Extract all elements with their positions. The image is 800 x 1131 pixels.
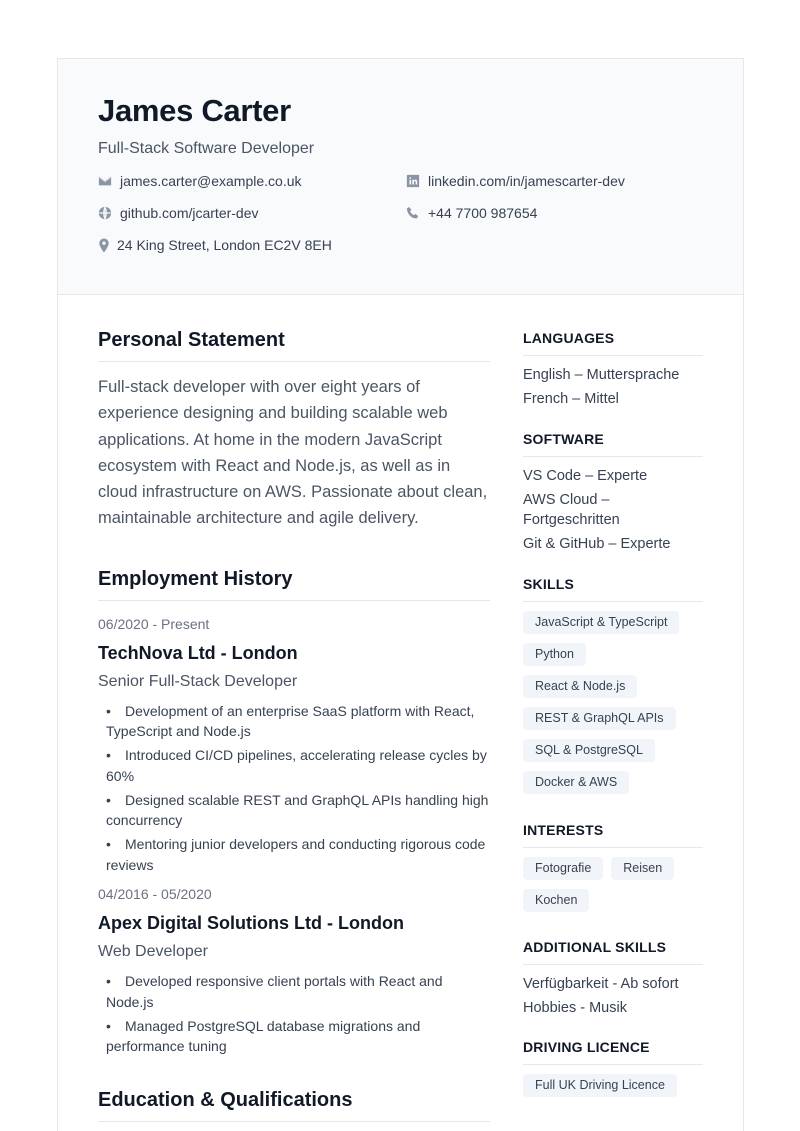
software-heading: SOFTWARE bbox=[523, 430, 703, 457]
software-section bbox=[523, 430, 703, 555]
driving-licence-heading: DRIVING LICENCE bbox=[523, 1038, 703, 1065]
contact-list bbox=[98, 171, 703, 255]
interest-tag: Kochen bbox=[523, 889, 589, 912]
language-item: French – Mittel bbox=[523, 391, 619, 407]
software-item: VS Code – Experte bbox=[523, 467, 648, 484]
interests-tags bbox=[523, 857, 703, 912]
employment-section bbox=[98, 566, 490, 1057]
licence-tag: Full UK Driving Licence bbox=[523, 1074, 677, 1097]
skill-tag: REST & GraphQL APIs bbox=[523, 707, 676, 730]
contact-address-text: 24 King Street, London EC2V 8EH bbox=[117, 237, 332, 253]
envelope-icon bbox=[98, 174, 112, 188]
job-entry bbox=[98, 615, 490, 876]
map-pin-icon bbox=[98, 238, 110, 253]
languages-heading: LANGUAGES bbox=[523, 329, 703, 356]
statement-section bbox=[98, 327, 490, 532]
interest-tag: Reisen bbox=[611, 857, 674, 880]
contact-linkedin[interactable] bbox=[406, 171, 686, 191]
job-bullet-text: Managed PostgreSQL database migrations and performance tuning bbox=[106, 1017, 421, 1055]
skill-tag: Docker & AWS bbox=[523, 771, 629, 794]
interests-section bbox=[523, 821, 703, 912]
resume-header bbox=[58, 59, 743, 295]
software-list bbox=[523, 466, 703, 555]
globe-icon bbox=[98, 206, 112, 220]
contact-github-text: github.com/jcarter-dev bbox=[120, 205, 259, 221]
driving-licence-tags bbox=[523, 1074, 703, 1097]
language-item: English – Muttersprache bbox=[523, 367, 680, 383]
job-role: Senior Full-Stack Developer bbox=[98, 672, 298, 690]
job-bullet-text: Mentoring junior developers and conducting rigorous code reviews bbox=[106, 836, 486, 873]
skill-tag: React & Node.js bbox=[523, 675, 637, 698]
languages-list bbox=[523, 365, 703, 410]
contact-phone[interactable] bbox=[406, 203, 686, 223]
driving-licence-section bbox=[523, 1038, 703, 1097]
phone-icon bbox=[406, 206, 420, 220]
resume-body bbox=[58, 295, 743, 1122]
sidebar-column bbox=[523, 295, 703, 1122]
job-bullet: • Mentoring junior developers and conducting rigorous code reviews bbox=[106, 836, 486, 873]
job-bullet: • Designed scalable REST and GraphQL APIs handling high concurrency bbox=[106, 791, 489, 829]
job-bullet: • Development of an enterprise SaaS platform with React, TypeScript and Node.js bbox=[106, 702, 475, 740]
job-role: Web Developer bbox=[98, 943, 208, 961]
main-column bbox=[98, 295, 490, 1122]
skills-heading: SKILLS bbox=[523, 575, 703, 602]
skills-section bbox=[523, 575, 703, 794]
education-heading: Education & Qualifications bbox=[98, 1087, 490, 1122]
statement-heading: Personal Statement bbox=[98, 327, 490, 362]
contact-email[interactable] bbox=[98, 171, 406, 191]
contact-phone-text: +44 7700 987654 bbox=[428, 205, 538, 221]
job-bullet: • Introduced CI/CD pipelines, accelerating release cycles by 60% bbox=[106, 747, 487, 784]
employment-heading: Employment History bbox=[98, 566, 490, 601]
additional-skills-heading: ADDITIONAL SKILLS bbox=[523, 938, 703, 965]
interest-tag: Fotografie bbox=[523, 857, 603, 880]
contact-github[interactable] bbox=[98, 203, 406, 223]
job-bullet-text: Designed scalable REST and GraphQL APIs handling high concurrency bbox=[106, 791, 489, 829]
interests-heading: INTERESTS bbox=[523, 821, 703, 848]
job-bullets bbox=[98, 971, 490, 1057]
software-item: AWS Cloud – Fortgeschritten bbox=[523, 491, 620, 528]
job-company: Apex Digital Solutions Ltd - London bbox=[98, 913, 404, 934]
skill-tag: JavaScript & TypeScript bbox=[523, 611, 679, 634]
contact-linkedin-text: linkedin.com/in/jamescarter-dev bbox=[428, 173, 625, 189]
job-bullet: • Managed PostgreSQL database migrations and performance tuning bbox=[106, 1017, 421, 1055]
additional-skills-section bbox=[523, 938, 703, 1019]
job-dates: 06/2020 - Present bbox=[98, 615, 210, 632]
candidate-title: Full-Stack Software Developer bbox=[98, 140, 315, 157]
additional-skills-list bbox=[523, 974, 703, 1019]
additional-skill-item: Hobbies - Musik bbox=[523, 999, 627, 1016]
education-section bbox=[98, 1087, 490, 1122]
candidate-name: James Carter bbox=[98, 93, 291, 128]
skill-tag: Python bbox=[523, 643, 586, 666]
job-dates: 04/2016 - 05/2020 bbox=[98, 886, 212, 903]
job-entry bbox=[98, 885, 490, 1057]
additional-skill-item: Verfügbarkeit - Ab sofort bbox=[523, 975, 679, 992]
job-bullet-text: Introduced CI/CD pipelines, accelerating release cycles by 60% bbox=[106, 747, 487, 784]
job-bullet-text: Development of an enterprise SaaS platform with React, TypeScript and Node.js bbox=[106, 702, 475, 740]
skills-tags bbox=[523, 611, 703, 794]
resume-page bbox=[57, 58, 744, 1131]
job-bullets bbox=[98, 701, 490, 876]
software-item: Git & GitHub – Experte bbox=[523, 536, 671, 552]
contact-address bbox=[98, 235, 406, 255]
job-bullet-text: Developed responsive client portals with React and Node.js bbox=[106, 973, 443, 1010]
contact-email-text: james.carter@example.co.uk bbox=[120, 173, 302, 189]
skill-tag: SQL & PostgreSQL bbox=[523, 739, 655, 762]
statement-text: Full-stack developer with over eight years of experience designing and building scalable web applications. At home in the modern JavaScript ecosystem with React and Node.js, as well as in cloud infrastructure on AWS. Passionate about clean, maintainable architecture and agile delivery. bbox=[98, 378, 488, 528]
languages-section bbox=[523, 329, 703, 410]
job-bullet: • Developed responsive client portals with React and Node.js bbox=[106, 973, 443, 1010]
linkedin-icon bbox=[406, 174, 420, 188]
job-company: TechNova Ltd - London bbox=[98, 642, 298, 663]
